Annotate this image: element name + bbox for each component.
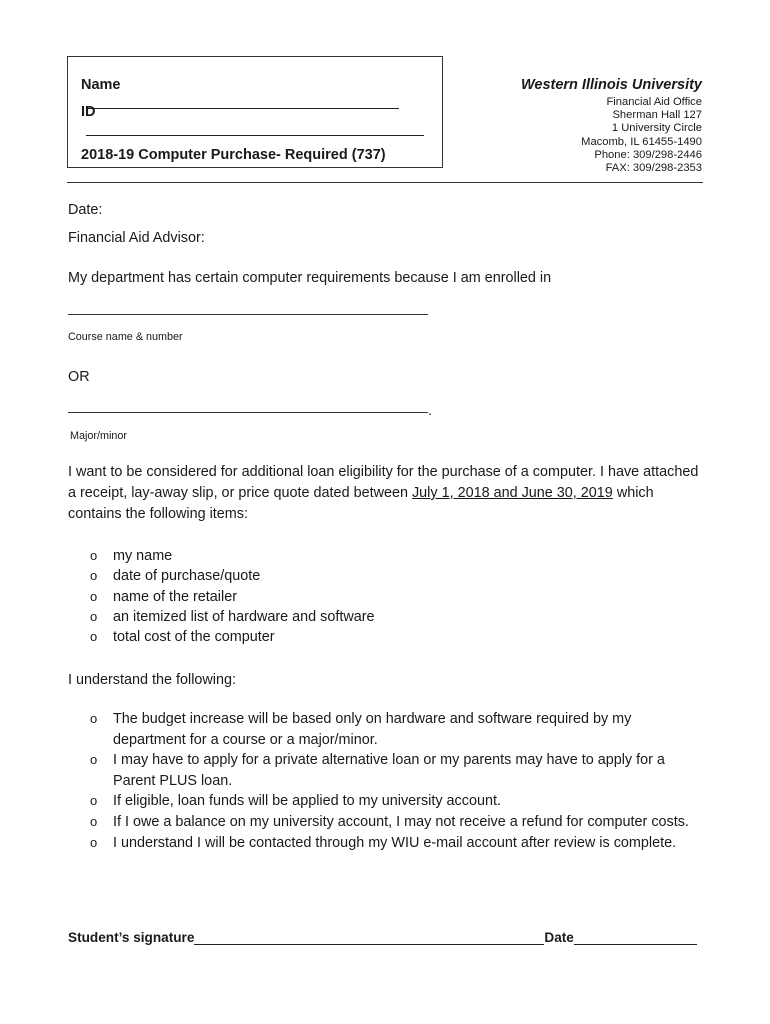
form-title: 2018-19 Computer Purchase- Required (737): [81, 147, 386, 163]
major-blank[interactable]: [68, 412, 428, 413]
student-info-box: [67, 56, 443, 168]
course-caption: Course name & number: [68, 331, 183, 343]
id-label: ID: [81, 104, 96, 120]
eligibility-text-1: I want to be considered for additional loan eligibility for the purchase of a computer. I have attached a receipt, lay-away slip, or price quote dated between: [68, 464, 699, 501]
list-item: o name of the retailer: [90, 587, 375, 607]
signature-row: [68, 930, 697, 945]
list-item: o If I owe a balance on my university account, I may not receive a refund for computer costs.: [90, 812, 700, 833]
advisor-label: Financial Aid Advisor:: [68, 230, 205, 246]
bullet-circle-icon: o: [90, 813, 98, 829]
address-line: Sherman Hall 127: [612, 109, 702, 122]
bullet-circle-icon: o: [90, 608, 98, 624]
header-divider: [67, 182, 703, 183]
student-signature-label: Student’s signature: [68, 930, 195, 945]
major-period: .: [428, 403, 432, 419]
address-line: 1 University Circle: [611, 122, 702, 135]
required-items-list: [90, 546, 375, 647]
understand-label: I understand the following:: [68, 672, 237, 688]
list-item: o If eligible, loan funds will be applied to my university account.: [90, 791, 700, 812]
department-statement: My department has certain computer requirements because I am enrolled in: [68, 270, 552, 286]
id-line: [86, 121, 424, 136]
signature-line[interactable]: [194, 932, 544, 945]
list-item: o date of purchase/quote: [90, 566, 375, 586]
list-item: o my name: [90, 546, 375, 566]
list-item: o The budget increase will be based only on hardware and software required by my department for a course or a major/minor.: [90, 711, 632, 748]
understand-list: [90, 709, 700, 853]
bullet-circle-icon: o: [90, 588, 98, 604]
date-label: Date:: [68, 202, 103, 218]
university-address: [521, 96, 702, 175]
bullet-circle-icon: o: [90, 629, 98, 645]
phone-line: Phone: 309/298-2446: [594, 148, 702, 161]
bullet-circle-icon: o: [90, 548, 98, 563]
list-item: o an itemized list of hardware and software: [90, 607, 375, 627]
eligibility-text-2: which contains the following items:: [68, 485, 654, 522]
bullet-circle-icon: o: [90, 752, 98, 768]
list-item: o total cost of the computer: [90, 627, 375, 647]
signature-date-line[interactable]: [574, 932, 697, 945]
bullet-circle-icon: o: [90, 711, 98, 726]
or-text: OR: [68, 369, 90, 385]
id-field[interactable]: [81, 104, 442, 136]
fax-line: FAX: 309/298-2353: [605, 162, 702, 175]
address-line: Financial Aid Office: [606, 96, 702, 108]
major-caption: Major/minor: [70, 430, 127, 442]
address-line: Macomb, IL 61455-1490: [581, 135, 702, 148]
eligibility-paragraph: [68, 462, 708, 525]
list-item: o I may have to apply for a private alternative loan or my parents may have to apply for a Parent PLUS loan.: [90, 752, 665, 789]
signature-date-label: Date: [544, 930, 574, 945]
bullet-circle-icon: o: [90, 834, 98, 850]
name-label: Name: [81, 77, 121, 93]
course-blank[interactable]: [68, 314, 428, 315]
bullet-circle-icon: o: [90, 568, 98, 584]
date-range: July 1, 2018 and June 30, 2019: [411, 485, 613, 501]
bullet-circle-icon: o: [90, 793, 98, 809]
list-item: o I understand I will be contacted through my WIU e-mail account after review is complete.: [90, 833, 700, 854]
university-block: [521, 77, 702, 175]
university-name: Western Illinois University: [520, 77, 702, 93]
